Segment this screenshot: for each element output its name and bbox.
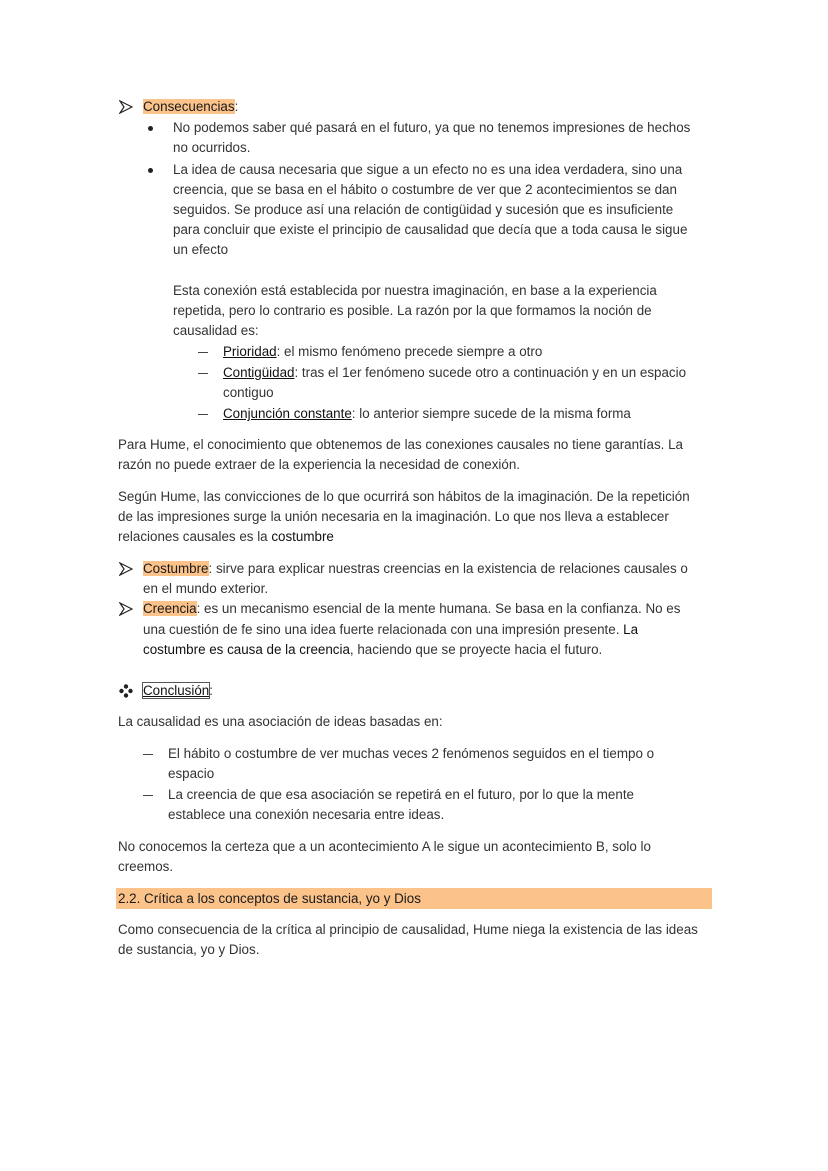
list-item: El hábito o costumbre de ver muchas veces 2 fenómenos seguidos en el tiempo o [168, 746, 655, 761]
paragraph-line: de las impresiones surge la unión necesaria en la imaginación. Lo que nos lleva a establecer [118, 509, 669, 524]
list-item-continuation: contiguo [223, 385, 274, 400]
paragraph-line: de sustancia, yo y Dios. [118, 942, 260, 957]
paragraph-line: causalidad es: [173, 323, 259, 338]
paragraph-line: Esta conexión está establecida por nuestra imaginación, en base a la experiencia [173, 283, 657, 298]
arrow-bullet-icon [119, 602, 133, 616]
dash-bullet-icon [198, 352, 208, 353]
list-item-continuation: establece una conexión necesaria entre ideas. [168, 807, 445, 822]
creencia-item: Creencia: es un mecanismo esencial de la mente humana. Se basa en la confianza. No es [143, 601, 681, 616]
list-item: Contigüidad: tras el 1er fenómeno sucede otro a continuación y en un espacio [223, 365, 687, 380]
paragraph-line: La causalidad es una asociación de ideas basadas en: [118, 714, 443, 729]
bullet-text: seguidos. Se produce así una relación de contigüidad y sucesión que es insuficiente [173, 202, 674, 217]
creencia-continuation: costumbre es causa de la creencia, haciendo que se proyecte hacia el futuro. [143, 642, 603, 657]
creencia-continuation: una cuestión de fe sino una idea fuerte relacionada con una impresión presente. La [143, 622, 639, 637]
list-item: Prioridad: el mismo fenómeno precede siempre a otro [223, 344, 543, 359]
round-bullet-icon [148, 126, 153, 131]
bullet-text: creencia, que se basa en el hábito o costumbre de ver que 2 acontecimientos se dan [173, 182, 677, 197]
section-heading: 2.2. Crítica a los conceptos de sustancia, yo y Dios [116, 888, 712, 909]
paragraph-line: razón no puede extraer de la experiencia la necesidad de conexión. [118, 457, 520, 472]
diamond-bullet-icon [119, 684, 133, 698]
paragraph-line: Para Hume, el conocimiento que obtenemos de las conexiones causales no tiene garantías. La [118, 437, 683, 452]
costumbre-item: Costumbre: sirve para explicar nuestras creencias en la existencia de relaciones causales o [143, 561, 688, 576]
round-bullet-icon [148, 168, 153, 173]
costumbre-continuation: en el mundo exterior. [143, 581, 269, 596]
list-item: Conjunción constante: lo anterior siempre sucede de la misma forma [223, 406, 631, 421]
dash-bullet-icon [143, 795, 153, 796]
arrow-bullet-icon [119, 100, 133, 114]
paragraph-line: relaciones causales es la costumbre [118, 529, 334, 544]
dash-bullet-icon [143, 754, 153, 755]
bullet-text: No podemos saber qué pasará en el futuro, ya que no tenemos impresiones de hechos [173, 120, 691, 135]
paragraph-line: No conocemos la certeza que a un acontecimiento A le sigue un acontecimiento B, solo lo [118, 839, 651, 854]
list-item-continuation: espacio [168, 766, 215, 781]
arrow-bullet-icon [119, 562, 133, 576]
paragraph-line: repetida, pero lo contrario es posible. La razón por la que formamos la noción de [173, 303, 652, 318]
conclusion-heading: Conclusión: [143, 683, 213, 698]
bullet-text: La idea de causa necesaria que sigue a un efecto no es una idea verdadera, sino una [173, 162, 683, 177]
paragraph-line: Como consecuencia de la crítica al principio de causalidad, Hume niega la existencia de las ideas [118, 922, 698, 937]
dash-bullet-icon [198, 414, 208, 415]
bullet-text: no ocurridos. [173, 140, 251, 155]
list-item: La creencia de que esa asociación se repetirá en el futuro, por lo que la mente [168, 787, 634, 802]
paragraph-line: creemos. [118, 859, 174, 874]
dash-bullet-icon [198, 373, 208, 374]
paragraph-line: Según Hume, las convicciones de lo que ocurrirá son hábitos de la imaginación. De la repetición [118, 489, 690, 504]
consecuencias-heading: Consecuencias: [143, 99, 239, 114]
bullet-text: un efecto [173, 242, 229, 257]
bullet-text: para concluir que existe el principio de causalidad que decía que a toda causa le sigue [173, 222, 688, 237]
